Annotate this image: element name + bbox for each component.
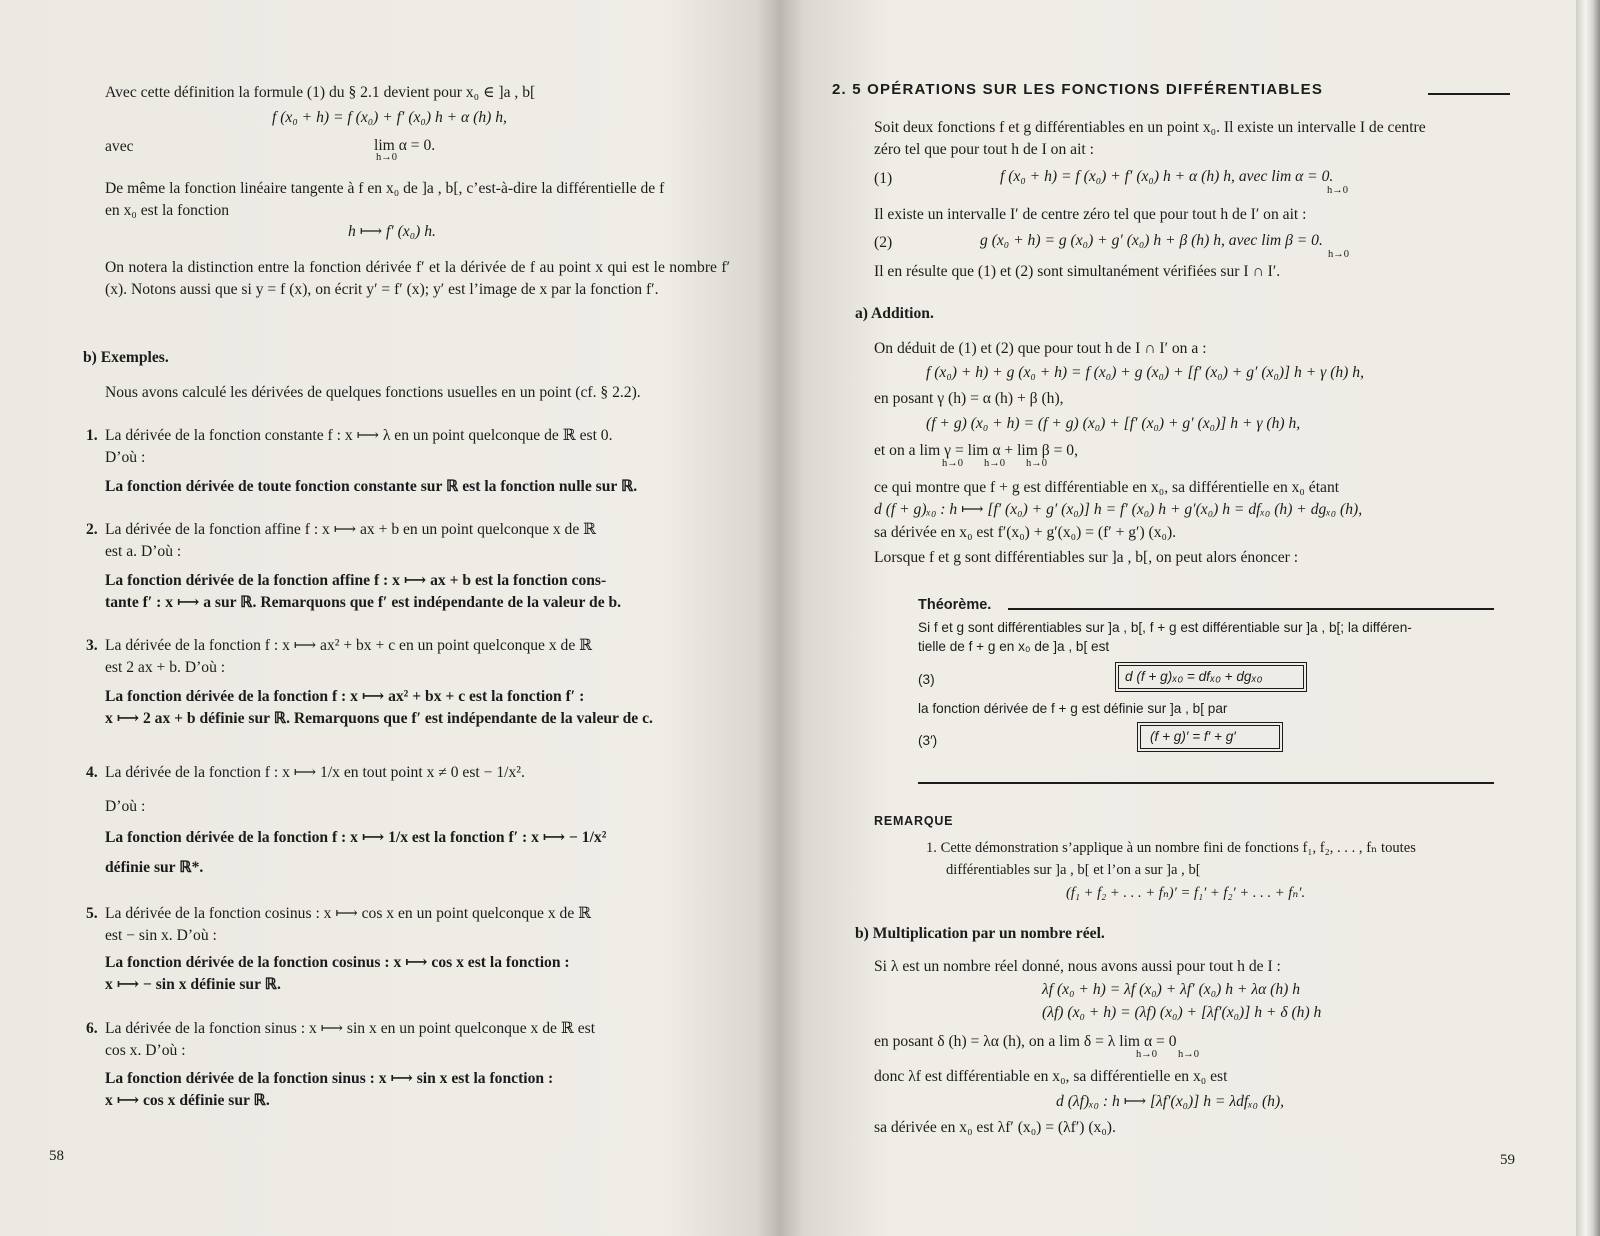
addition-posant: en posant γ (h) = α (h) + β (h), — [874, 390, 1064, 407]
addition-eq-1: f (x₀) + h) + g (x₀ + h) = f (x₀) + g (x₀) + [f′ (x₀) + g′ (x₀)] h + γ (h) h, — [926, 364, 1364, 381]
multiplication-eq-1: λf (x₀ + h) = λf (x₀) + λf′ (x₀) h + λα (h) h — [1042, 981, 1301, 998]
item-line-2: D’où : — [105, 449, 146, 466]
intro-line: Avec cette définition la formule (1) du § 2.1 devient pour x₀ ∈ ]a , b[ — [105, 84, 536, 101]
addition-derivative: sa dérivée en x₀ est f′(x₀) + g′(x₀) = (f′ + g′) (x₀). — [874, 524, 1177, 541]
tangent-line-2: en x₀ est la fonction — [105, 202, 230, 219]
remarque-title: REMARQUE — [874, 814, 954, 828]
item-result-2: définie sur ℝ*. — [105, 859, 204, 876]
tangent-line-1: De même la fonction linéaire tangente à f en x₀ de ]a , b[, c’est-à-dire la différentielle de f — [105, 180, 665, 197]
equation-1: f (x₀ + h) = f (x₀) + f′ (x₀) h + α (h) h, avec lim α = 0. — [1000, 168, 1334, 185]
item-result-1: La fonction dérivée de la fonction cosinus : x ⟼ cos x est la fonction : — [105, 954, 570, 971]
title-rule — [1428, 93, 1510, 95]
item-result-1: La fonction dérivée de la fonction f : x ⟼ ax² + bx + c est la fonction f′ : — [105, 688, 585, 705]
multiplication-derivative: sa dérivée en x₀ est λf′ (x₀) = (λf′) (x₀). — [874, 1119, 1116, 1136]
limit-formula: lim α = 0. — [374, 137, 436, 154]
intro-line-3: Il existe un intervalle I′ de centre zéro tel que pour tout h de I′ on ait : — [874, 206, 1307, 223]
addition-differential: d (f + g)ₓ₀ : h ⟼ [f′ (x₀) + g′ (x₀)] h = f′ (x₀) h + g′(x₀) h = dfₓ₀ (h) + dgₓ₀ (h), — [874, 501, 1363, 518]
item-line-2: est 2 ax + b. D’où : — [105, 659, 226, 676]
examples-heading: b) Exemples. — [83, 349, 169, 366]
limit-subscript: h→0 — [376, 152, 397, 163]
eq3p-label: (3′) — [918, 733, 938, 748]
item-result-1: La fonction dérivée de la fonction affine f : x ⟼ ax + b est la fonction cons- — [105, 572, 607, 589]
page-number-right: 59 — [1500, 1152, 1515, 1168]
page-number-left: 58 — [49, 1148, 64, 1164]
addition-eq-2: (f + g) (x₀ + h) = (f + g) (x₀) + [f′ (x₀) + g′ (x₀)] h + γ (h) h, — [926, 415, 1301, 432]
addition-lorsque: Lorsque f et g sont différentiables sur ]a , b[, on peut alors énoncer : — [874, 549, 1299, 566]
right-page — [780, 0, 1576, 1236]
item-number: 4. — [86, 764, 98, 781]
remarque-line-1: 1. Cette démonstration s’applique à un nombre fini de fonctions f₁, f₂, . . . , fₙ toutes — [926, 840, 1416, 856]
section-title: 2. 5 OPÉRATIONS SUR LES FONCTIONS DIFFÉRENTIABLES — [832, 81, 1324, 98]
item-number: 1. — [86, 427, 98, 444]
theorem-line-3: la fonction dérivée de f + g est définie sur ]a , b[ par — [918, 701, 1228, 716]
tangent-formula: h ⟼ f′ (x₀) h. — [348, 223, 436, 240]
theorem-bottom-rule — [918, 782, 1494, 784]
item-line-2: est − sin x. D’où : — [105, 927, 217, 944]
item-result-2: x ⟼ − sin x définie sur ℝ. — [105, 976, 281, 993]
book-edge — [1576, 0, 1600, 1236]
item-number: 6. — [86, 1020, 98, 1037]
item-line-1: La dérivée de la fonction cosinus : x ⟼ cos x en un point quelconque x de ℝ — [105, 905, 592, 922]
left-page — [0, 0, 780, 1236]
addition-limit: et on a lim γ = lim α + lim β = 0, — [874, 442, 1079, 459]
item-line-1: La dérivée de la fonction constante f : x ⟼ λ en un point quelconque de ℝ est 0. — [105, 427, 613, 444]
multiplication-posant: en posant δ (h) = λα (h), on a lim δ = λ lim α = 0 — [874, 1033, 1177, 1050]
item-line-2: D’où : — [105, 798, 146, 815]
examples-intro: Nous avons calculé les dérivées de quelques fonctions usuelles en un point (cf. § 2.2). — [105, 384, 641, 401]
addition-heading: a) Addition. — [855, 305, 934, 322]
eq1-label: (1) — [874, 170, 893, 187]
multiplication-heading: b) Multiplication par un nombre réel. — [855, 925, 1105, 942]
item-number: 2. — [86, 521, 98, 538]
theorem-top-rule — [1008, 608, 1494, 610]
item-result-2: x ⟼ 2 ax + b définie sur ℝ. Remarquons que f′ est indépendante de la valeur de c. — [105, 710, 653, 727]
intro-line-2: zéro tel que pour tout h de I on ait : — [874, 141, 1094, 158]
item-number: 5. — [86, 905, 98, 922]
multiplication-differential: d (λf)ₓ₀ : h ⟼ [λf′(x₀)] h = λdfₓ₀ (h), — [1056, 1093, 1285, 1110]
multiplication-posant-subscripts: h→0 h→0 — [1136, 1049, 1199, 1060]
item-number: 3. — [86, 637, 98, 654]
remarque-equation: (f₁ + f₂ + . . . + fₙ)′ = f₁′ + f₂′ + . . . + fₙ′. — [1066, 885, 1306, 901]
multiplication-donc: donc λf est différentiable en x₀, sa différentielle en x₀ est — [874, 1068, 1228, 1085]
theorem-title: Théorème. — [918, 597, 992, 613]
eq2-label: (2) — [874, 234, 893, 251]
item-line-2: cos x. D’où : — [105, 1042, 186, 1059]
intro-line-4: Il en résulte que (1) et (2) sont simultanément vérifiées sur I ∩ I′. — [874, 263, 1281, 280]
item-result-1: La fonction dérivée de toute fonction constante sur ℝ est la fonction nulle sur ℝ. — [105, 478, 638, 495]
equation-3: d (f + g)ₓ₀ = dfₓ₀ + dgₓ₀ — [1125, 669, 1263, 684]
formula-1: f (x₀ + h) = f (x₀) + f′ (x₀) h + α (h) h, — [272, 109, 507, 126]
eq3-label: (3) — [918, 672, 935, 687]
avec-label: avec — [105, 138, 134, 155]
multiplication-intro: Si λ est un nombre réel donné, nous avons aussi pour tout h de I : — [874, 958, 1281, 975]
item-line-1: La dérivée de la fonction sinus : x ⟼ sin x en un point quelconque x de ℝ est — [105, 1020, 596, 1037]
addition-intro: On déduit de (1) et (2) que pour tout h de I ∩ I′ on a : — [874, 340, 1207, 357]
remarque-line-2: différentiables sur ]a , b[ et l’on a sur ]a , b[ — [946, 862, 1201, 878]
item-result-1: La fonction dérivée de la fonction f : x ⟼ 1/x est la fonction f′ : x ⟼ − 1/x² — [105, 829, 607, 846]
multiplication-eq-2: (λf) (x₀ + h) = (λf) (x₀) + [λf′(x₀)] h + δ (h) h — [1042, 1004, 1322, 1021]
item-line-1: La dérivée de la fonction affine f : x ⟼ ax + b en un point quelconque x de ℝ — [105, 521, 597, 538]
theorem-line-2: tielle de f + g en x₀ de ]a , b[ est — [918, 639, 1110, 654]
intro-line-1: Soit deux fonctions f et g différentiables en un point x₀. Il existe un intervalle I de centre — [874, 119, 1426, 136]
addition-ce: ce qui montre que f + g est différentiable en x₀, sa différentielle en x₀ étant — [874, 479, 1340, 496]
equation-2: g (x₀ + h) = g (x₀) + g′ (x₀) h + β (h) h, avec lim β = 0. — [980, 232, 1323, 249]
item-result-1: La fonction dérivée de la fonction sinus : x ⟼ sin x est la fonction : — [105, 1070, 554, 1087]
item-line-2: est a. D’où : — [105, 543, 182, 560]
eq2-subscript: h→0 — [1328, 249, 1349, 260]
addition-limit-subscripts: h→0 h→0 h→0 — [942, 458, 1047, 469]
eq1-subscript: h→0 — [1327, 185, 1348, 196]
item-line-1: La dérivée de la fonction f : x ⟼ ax² + bx + c en un point quelconque x de ℝ — [105, 637, 593, 654]
item-result-2: tante f′ : x ⟼ a sur ℝ. Remarquons que f′ est indépendante de la valeur de b. — [105, 594, 622, 611]
notation-paragraph: On notera la distinction entre la fonction dérivée f′ et la dérivée de f au point x qui est le nombre f′ (x). Notons aussi que si y = f (x), on écrit y′ = f′ (x); y′ est l’image de x par la fonction f′. — [105, 259, 730, 298]
theorem-line-1: Si f et g sont différentiables sur ]a , b[, f + g est différentiable sur ]a , b[; la différen- — [918, 620, 1412, 635]
item-result-2: x ⟼ cos x définie sur ℝ. — [105, 1092, 270, 1109]
item-line-1: La dérivée de la fonction f : x ⟼ 1/x en tout point x ≠ 0 est − 1/x². — [105, 764, 525, 781]
equation-3-prime: (f + g)′ = f′ + g′ — [1150, 729, 1236, 744]
